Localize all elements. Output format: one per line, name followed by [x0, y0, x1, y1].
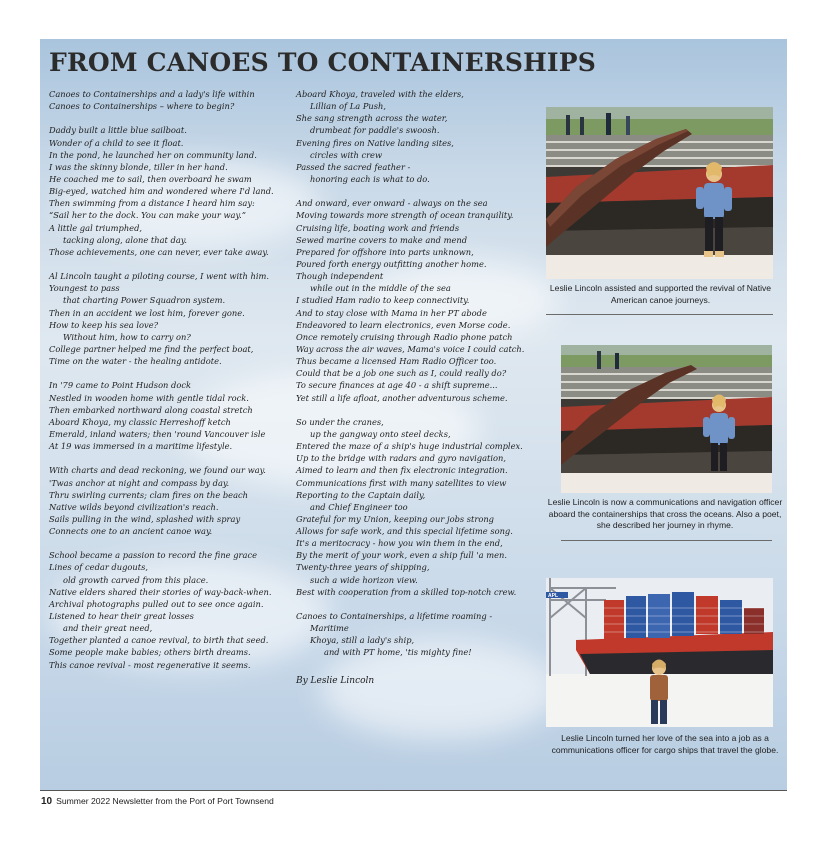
poem-line: In '79 came to Point Hudson dock	[49, 380, 192, 391]
poem-line: and with PT home, 'tis mighty fine!	[324, 647, 472, 658]
byline: By Leslie Lincoln	[296, 675, 375, 686]
poem-line: I was the skinny blonde, tiller in her hand.	[49, 161, 228, 172]
caption-divider	[561, 540, 772, 541]
poem-line: Thru swirling currents; clam fires on the beach	[49, 489, 249, 500]
photo-canoe-portrait	[561, 345, 772, 493]
poem-line: Lillian of La Push,	[310, 101, 387, 112]
poem-line: and Chief Engineer too	[310, 501, 408, 512]
poem-line: Thus became a licensed Ham Radio Officer too.	[296, 356, 497, 367]
poem-line: With charts and dead reckoning, we found our way.	[49, 465, 266, 476]
footer-text: Summer 2022 Newsletter from the Port of Port Townsend	[56, 796, 274, 806]
poem-line: Entered the maze of a ship's huge industrial complex.	[296, 441, 523, 452]
poem-line: Then swimming from a distance I heard him say:	[49, 198, 255, 209]
photo-caption-2: Leslie Lincoln is now a communications and navigation officer aboard the containerships that cross the oceans. Also a poet, she described her journey in rhyme.	[547, 497, 783, 530]
stanza-break	[49, 112, 294, 124]
poem-line: So under the cranes,	[296, 416, 384, 427]
poem-line: Some people make babies; others birth dreams.	[49, 647, 251, 658]
stanza-break	[49, 258, 294, 270]
caption-divider	[546, 314, 773, 315]
poem-line: Twenty-three years of shipping,	[296, 562, 430, 573]
poem-line: Way across the air waves, Mama's voice I could catch.	[296, 343, 525, 354]
poem-line: Once remotely cruising through Radio phone patch	[296, 331, 513, 342]
poem-line: Poured forth energy outfitting another home.	[296, 258, 487, 269]
poem-line: Aboard Khoya, traveled with the elders,	[296, 89, 464, 99]
poem-line: Listened to hear their great losses	[49, 611, 194, 622]
page-number: 10	[41, 796, 53, 807]
poem-line: Khoya, still a lady's ship,	[310, 635, 415, 646]
poem-line: Canoes to Containerships – where to begin?	[49, 101, 235, 112]
canoe-dock-illustration	[546, 107, 773, 279]
poem-line: tacking along, alone that day.	[63, 234, 187, 245]
poem-column-1	[49, 88, 294, 671]
poem-line: Sails pulling in the wind, splashed with spray	[49, 513, 241, 524]
poem-line: Those achievements, one can never, ever take away.	[49, 246, 269, 257]
poem-line: She sang strength across the water,	[296, 113, 448, 124]
stanza-break	[49, 537, 294, 549]
poem-line: while out in the middle of the sea	[310, 283, 451, 294]
poem-line: Maritime	[310, 623, 349, 634]
poem-line: He coached me to sail, then overboard he swam	[49, 173, 252, 184]
stanza-break	[296, 185, 546, 197]
poem-line: Aboard Khoya, my classic Herreshoff ketch	[49, 416, 231, 427]
poem-line: Native wilds beyond civilization's reach.	[49, 501, 219, 512]
photo-caption-3: Leslie Lincoln turned her love of the sea into a job as a communications officer for cargo ships that travel the globe.	[551, 733, 779, 755]
poem-line: I studied Ham radio to keep connectivity.	[296, 295, 470, 306]
poem-line: “Sail her to the dock. You can make your way.”	[49, 210, 246, 221]
poem-line: 'Twas anchor at night and compass by day.	[49, 477, 230, 488]
poem-line: Nestled in wooden home with gentle tidal rock.	[49, 392, 249, 403]
stanza-break	[49, 452, 294, 464]
stanza-break	[49, 367, 294, 379]
poem-line: honoring each is what to do.	[310, 173, 430, 184]
poem-line: Though independent	[296, 271, 384, 282]
poem-line: Sewed marine covers to make and mend	[296, 234, 468, 245]
poem-line: such a wide horizon view.	[310, 574, 418, 585]
poem-line: Then embarked northward along coastal stretch	[49, 404, 253, 415]
article-title: FROM CANOES TO CONTAINERSHIPS	[49, 48, 597, 77]
ship-line-label: APL	[548, 593, 558, 599]
canoe-portrait-illustration	[561, 345, 772, 493]
poem-line: Time on the water - the healing antidote.	[49, 356, 222, 367]
stanza-break	[296, 404, 546, 416]
poem-line: At 19 was immersed in a maritime lifestyle.	[49, 441, 233, 452]
poem-line: Daddy built a little blue sailboat.	[49, 125, 187, 136]
poem-line: School became a passion to record the fine grace	[49, 550, 258, 561]
stanza-break	[296, 598, 546, 610]
poem-line: A little gal triumphed,	[49, 222, 143, 233]
poem-line: up the gangway onto steel decks,	[310, 428, 451, 439]
photo-containership	[546, 578, 773, 727]
poem-line: Endeavored to learn electronics, even Morse code.	[296, 319, 511, 330]
containership-illustration	[546, 578, 773, 727]
poem-line: And onward, ever onward - always on the sea	[296, 198, 488, 209]
newsletter-page	[40, 39, 787, 791]
poem-line: Allows for safe work, and this special lifetime song.	[296, 526, 513, 537]
poem-line: College partner helped me find the perfect boat,	[49, 343, 254, 354]
poem-line: Grateful for my Union, keeping our jobs strong	[296, 513, 494, 524]
poem-line: Yet still a life afloat, another adventurous scheme.	[296, 392, 508, 403]
poem-line: Prepared for offshore into parts unknown,	[296, 246, 474, 257]
poem-line: How to keep his sea love?	[49, 319, 159, 330]
poem-line: Youngest to pass	[49, 283, 120, 294]
poem-line: This canoe revival - most regenerative it seems.	[49, 659, 251, 670]
poem-line: Canoes to Containerships, a lifetime roaming -	[296, 611, 493, 622]
poem-line: Up to the bridge with radars and gyro navigation,	[296, 453, 507, 464]
photo-caption-1: Leslie Lincoln assisted and supported the revival of Native American canoe journeys.	[549, 283, 772, 305]
poem-line: Lines of cedar dugouts,	[49, 562, 148, 573]
poem-line: Al Lincoln taught a piloting course, I went with him.	[49, 271, 270, 282]
poem-line: Could that be a job one such as I, could really do?	[296, 368, 507, 379]
poem-line: Aimed to learn and then fix electronic integration.	[296, 465, 508, 476]
poem-line: Moving towards more strength of ocean tranquility.	[296, 210, 514, 221]
poem-line: Best with cooperation from a skilled top-notch crew.	[296, 586, 517, 597]
poem-line: Big-eyed, watched him and wondered where I'd land.	[49, 186, 274, 197]
photo-canoe-dock	[546, 107, 773, 279]
page-footer	[41, 796, 274, 807]
poem-line: Communications first with many satellites to view	[296, 477, 507, 488]
footer-rule	[40, 790, 787, 791]
poem-line: Connects one to an ancient canoe way.	[49, 526, 213, 537]
poem-line: Archival photographs pulled out to see once again.	[49, 598, 264, 609]
poem-line: In the pond, he launched her on community land.	[49, 149, 257, 160]
poem-line: Evening fires on Native landing sites,	[296, 137, 454, 148]
poem-line: drumbeat for paddle's swoosh.	[310, 125, 440, 136]
poem-line: And to stay close with Mama in her PT abode	[296, 307, 487, 318]
poem-line: that charting Power Squadron system.	[63, 295, 226, 306]
poem-line: Wonder of a child to see it float.	[49, 137, 184, 148]
poem-line: Canoes to Containerships and a lady's life within	[49, 89, 255, 99]
poem-line: old growth carved from this place.	[63, 574, 209, 585]
poem-line: Together planted a canoe revival, to birth that seed.	[49, 635, 269, 646]
stanza-break	[296, 659, 546, 671]
poem-line: Passed the sacred feather -	[296, 161, 411, 172]
poem-line: and their great need,	[63, 623, 153, 634]
poem-line: Reporting to the Captain daily,	[296, 489, 426, 500]
poem-line: It's a meritocracy - how you win them in the end,	[296, 538, 503, 549]
poem-line: By the merit of your work, even a ship full 'a men.	[296, 550, 507, 561]
poem-column-2	[296, 88, 546, 687]
poem-line: Native elders shared their stories of way-back-when.	[49, 586, 272, 597]
poem-line: Cruising life, boating work and friends	[296, 222, 460, 233]
poem-line: Then in an accident we lost him, forever gone.	[49, 307, 245, 318]
poem-line: circles with crew	[310, 149, 383, 160]
poem-line: Emerald, inland waters; then 'round Vancouver isle	[49, 428, 266, 439]
poem-line: To secure finances at age 40 - a shift supreme...	[296, 380, 498, 391]
poem-line: Without him, how to carry on?	[63, 331, 191, 342]
